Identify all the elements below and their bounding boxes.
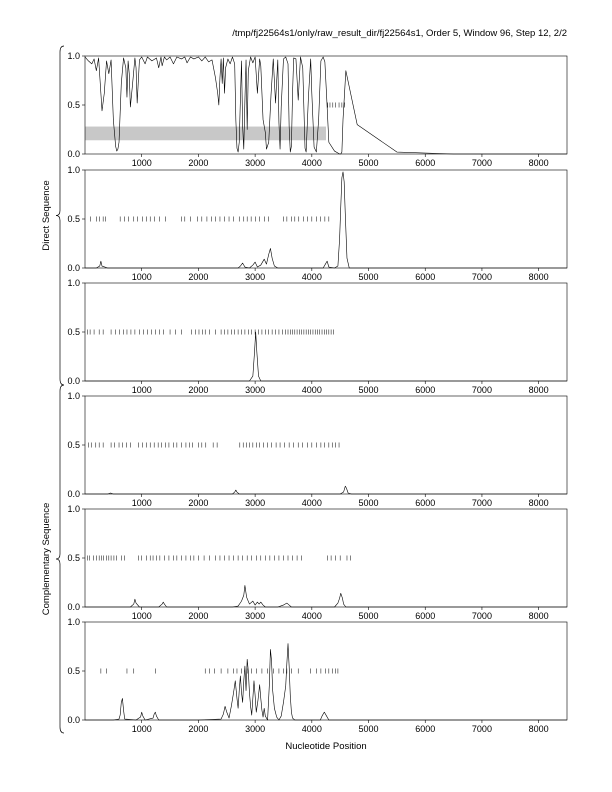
y-tick-label: 0.0 (67, 489, 80, 500)
y-tick-label: 1.0 (67, 165, 80, 176)
x-tick-label: 4000 (301, 272, 322, 282)
x-tick-label: 5000 (358, 611, 379, 621)
y-tick-label: 0.0 (67, 602, 80, 613)
x-tick-label: 5000 (358, 158, 379, 168)
panels-layer (67, 51, 567, 734)
x-tick-label: 2000 (188, 385, 209, 395)
x-tick-label: 7000 (471, 272, 492, 282)
panel-5 (67, 504, 567, 621)
x-tick-label: 3000 (245, 498, 266, 508)
group-bracket-1 (41, 46, 64, 385)
panel-2 (67, 165, 567, 282)
x-tick-label: 3000 (245, 385, 266, 395)
plot-frame (85, 170, 567, 268)
x-tick-label: 6000 (415, 724, 436, 734)
x-tick-label: 1000 (131, 724, 152, 734)
x-tick-label: 2000 (188, 724, 209, 734)
x-tick-label: 4000 (301, 611, 322, 621)
y-tick-label: 0.0 (67, 715, 80, 726)
plot-frame (85, 622, 567, 720)
x-tick-label: 2000 (188, 272, 209, 282)
x-tick-label: 8000 (528, 724, 549, 734)
x-tick-label: 2000 (188, 611, 209, 621)
x-tick-label: 5000 (358, 498, 379, 508)
y-tick-label: 1.0 (67, 278, 80, 289)
panel-4 (67, 391, 567, 508)
x-tick-label: 6000 (415, 272, 436, 282)
x-tick-label: 5000 (358, 385, 379, 395)
x-tick-label: 3000 (245, 272, 266, 282)
x-tick-label: 4000 (301, 385, 322, 395)
figure-header-title: /tmp/fj22564s1/only/raw_result_dir/fj22564s1, Order 5, Window 96, Step 12, 2/2 (232, 28, 567, 39)
x-tick-label: 1000 (131, 498, 152, 508)
x-tick-label: 6000 (415, 611, 436, 621)
group-bracket-2 (41, 385, 64, 733)
x-tick-label: 7000 (471, 498, 492, 508)
x-tick-label: 1000 (131, 385, 152, 395)
probability-trace (85, 486, 567, 494)
y-tick-label: 0.0 (67, 149, 80, 160)
probability-trace (85, 332, 567, 381)
probability-trace (85, 585, 567, 607)
x-axis-title: Nucleotide Position (285, 741, 367, 752)
x-tick-label: 1000 (131, 272, 152, 282)
y-tick-label: 1.0 (67, 504, 80, 515)
y-tick-label: 0.5 (67, 214, 80, 225)
x-tick-label: 8000 (528, 611, 549, 621)
group-label: Direct Sequence (41, 180, 52, 251)
y-tick-label: 0.5 (67, 327, 80, 338)
x-tick-label: 6000 (415, 498, 436, 508)
y-tick-label: 0.5 (67, 440, 80, 451)
x-tick-label: 1000 (131, 611, 152, 621)
y-tick-label: 0.0 (67, 263, 80, 274)
plot-frame (85, 509, 567, 607)
x-tick-label: 4000 (301, 498, 322, 508)
x-tick-label: 8000 (528, 272, 549, 282)
panel-1 (67, 51, 567, 168)
x-tick-label: 8000 (528, 158, 549, 168)
x-tick-label: 3000 (245, 724, 266, 734)
x-tick-label: 6000 (415, 158, 436, 168)
group-brace (56, 385, 64, 733)
y-tick-label: 1.0 (67, 391, 80, 402)
x-tick-label: 6000 (415, 385, 436, 395)
x-tick-label: 7000 (471, 724, 492, 734)
panel-6 (67, 617, 567, 734)
plot-frame (85, 396, 567, 494)
y-tick-label: 1.0 (67, 617, 80, 628)
probability-trace (85, 644, 567, 720)
y-tick-label: 1.0 (67, 51, 80, 62)
x-tick-label: 4000 (301, 724, 322, 734)
x-tick-label: 2000 (188, 158, 209, 168)
x-tick-label: 3000 (245, 158, 266, 168)
y-tick-label: 0.5 (67, 100, 80, 111)
group-brace (56, 46, 64, 385)
y-tick-label: 0.5 (67, 553, 80, 564)
x-tick-label: 7000 (471, 158, 492, 168)
x-tick-label: 7000 (471, 611, 492, 621)
group-label: Complementary Sequence (41, 502, 52, 616)
panel-3 (67, 278, 567, 395)
x-tick-label: 5000 (358, 272, 379, 282)
y-tick-label: 0.0 (67, 376, 80, 387)
x-tick-label: 8000 (528, 385, 549, 395)
probability-trace (85, 172, 567, 268)
group-labels-layer (41, 46, 64, 733)
x-tick-label: 1000 (131, 158, 152, 168)
x-tick-label: 8000 (528, 498, 549, 508)
plot-frame (85, 283, 567, 381)
y-tick-label: 0.5 (67, 666, 80, 677)
x-tick-label: 3000 (245, 611, 266, 621)
x-tick-label: 7000 (471, 385, 492, 395)
x-tick-label: 2000 (188, 498, 209, 508)
x-tick-label: 4000 (301, 158, 322, 168)
x-tick-label: 5000 (358, 724, 379, 734)
